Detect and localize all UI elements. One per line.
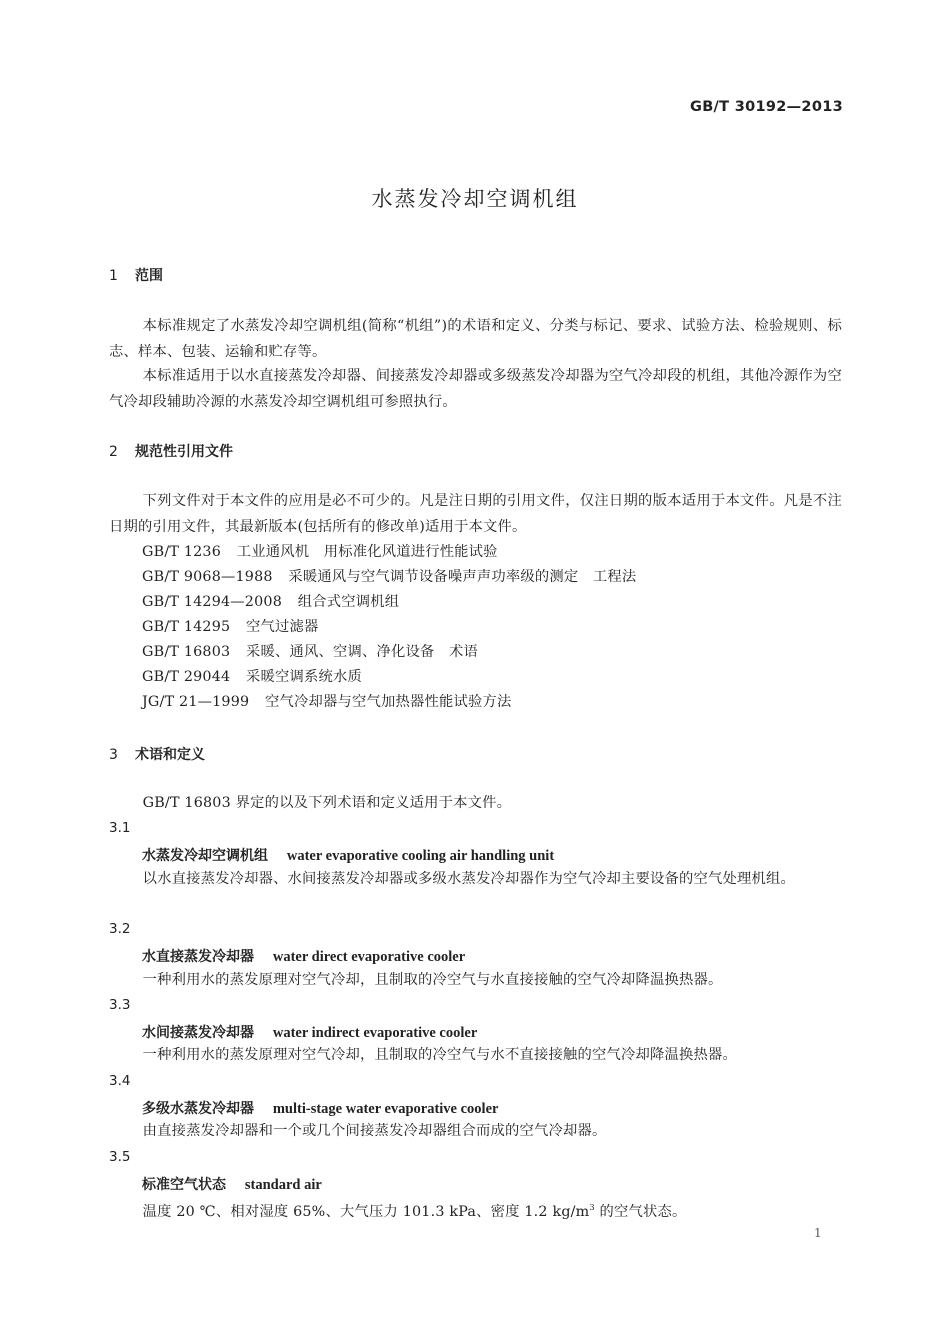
section-number: 2 <box>109 444 118 460</box>
reference-item <box>142 641 478 661</box>
reference-title: 采暖、通风、空调、净化设备 术语 <box>246 644 478 660</box>
paragraph: 下列文件对于本文件的应用是必不可少的。凡是注日期的引用文件，仅注日期的版本适用于本文件。凡是不注日期的引用文件，其最新版本(包括所有的修改单)适用于本文件。 <box>109 493 842 535</box>
term-en: water evaporative cooling air handling unit <box>286 848 555 864</box>
section-1-heading <box>109 265 163 285</box>
reference-code: GB/T 14294—2008 <box>142 594 282 610</box>
section-title: 范围 <box>135 268 163 284</box>
paragraph: 本标准规定了水蒸发冷却空调机组(简称“机组”)的术语和定义、分类与标记、要求、试验方法、检验规则、标志、样本、包装、运输和贮存等。 <box>109 318 842 360</box>
term-zh: 水直接蒸发冷却器 <box>142 949 254 965</box>
reference-item <box>142 666 362 686</box>
term-zh: 标准空气状态 <box>142 1177 226 1193</box>
section-3-heading <box>109 744 205 764</box>
section-number: 1 <box>109 268 118 284</box>
definition-text: 温度 20 ℃、相对湿度 65%、大气压力 101.3 kPa、密度 1.2 kg/m <box>142 1203 590 1220</box>
term-definition <box>109 1195 842 1225</box>
term-en: multi-stage water evaporative cooler <box>272 1101 499 1117</box>
term-zh: 水间接蒸发冷却器 <box>142 1025 254 1041</box>
definition-text: 的空气状态。 <box>594 1203 687 1220</box>
superscript: 3 <box>589 1203 595 1212</box>
reference-item <box>142 691 512 711</box>
term-en: water indirect evaporative cooler <box>272 1025 478 1041</box>
term-definition: 一种利用水的蒸发原理对空气冷却，且制取的冷空气与水不直接接触的空气冷却降温换热器。 <box>142 1047 737 1063</box>
section-number: 3 <box>109 747 118 763</box>
reference-item <box>142 566 636 586</box>
document-title: 水蒸发冷却空调机组 <box>371 187 579 211</box>
reference-code: GB/T 14295 <box>142 619 231 635</box>
reference-code: JG/T 21—1999 <box>142 694 250 710</box>
term-zh: 多级水蒸发冷却器 <box>142 1101 254 1117</box>
term-en: standard air <box>244 1177 322 1193</box>
term-number: 3.4 <box>109 1073 131 1089</box>
paragraph: 本标准适用于以水直接蒸发冷却器、间接蒸发冷却器或多级蒸发冷却器为空气冷却段的机组，其他冷源作为空气冷却段辅助冷源的水蒸发冷却空调机组可参照执行。 <box>109 368 842 410</box>
reference-item <box>142 541 498 561</box>
term-heading <box>142 845 554 865</box>
term-definition: 一种利用水的蒸发原理对空气冷却，且制取的冷空气与水直接接触的空气冷却降温换热器。 <box>142 972 723 988</box>
reference-code: GB/T 16803 <box>142 644 231 660</box>
reference-title: 组合式空调机组 <box>297 594 400 610</box>
term-heading <box>142 1174 322 1194</box>
term-heading <box>142 1098 498 1118</box>
standard-code: GB/T 30192—2013 <box>690 99 843 115</box>
term-heading <box>142 1022 477 1042</box>
term-zh: 水蒸发冷却空调机组 <box>142 848 268 864</box>
reference-title: 采暖空调系统水质 <box>246 669 363 685</box>
reference-item <box>142 616 319 636</box>
reference-title: 采暖通风与空气调节设备噪声声功率级的测定 工程法 <box>288 569 637 585</box>
term-definition: 由直接蒸发冷却器和一个或几个间接蒸发冷却器组合而成的空气冷却器。 <box>142 1123 607 1139</box>
term-number: 3.5 <box>109 1149 131 1165</box>
term-en: water direct evaporative cooler <box>272 949 466 965</box>
paragraph: GB/T 16803 界定的以及下列术语和定义适用于本文件。 <box>142 795 512 811</box>
reference-code: GB/T 9068—1988 <box>142 569 273 585</box>
term-heading <box>142 946 465 966</box>
term-definition: 以水直接蒸发冷却器、水间接蒸发冷却器或多级水蒸发冷却器作为空气冷却主要设备的空气处理机组。 <box>142 871 795 887</box>
section-title: 规范性引用文件 <box>135 444 233 460</box>
reference-code: GB/T 29044 <box>142 669 231 685</box>
section-2-heading <box>109 441 233 461</box>
term-number: 3.2 <box>109 921 131 937</box>
reference-title: 空气过滤器 <box>246 619 319 635</box>
reference-code: GB/T 1236 <box>142 544 222 560</box>
reference-title: 工业通风机 用标准化风道进行性能试验 <box>236 544 498 560</box>
section-title: 术语和定义 <box>135 747 205 763</box>
term-number: 3.3 <box>109 997 131 1013</box>
reference-title: 空气冷却器与空气加热器性能试验方法 <box>265 694 512 710</box>
reference-item <box>142 591 399 611</box>
page-number: 1 <box>814 1226 822 1240</box>
term-number: 3.1 <box>109 820 131 836</box>
